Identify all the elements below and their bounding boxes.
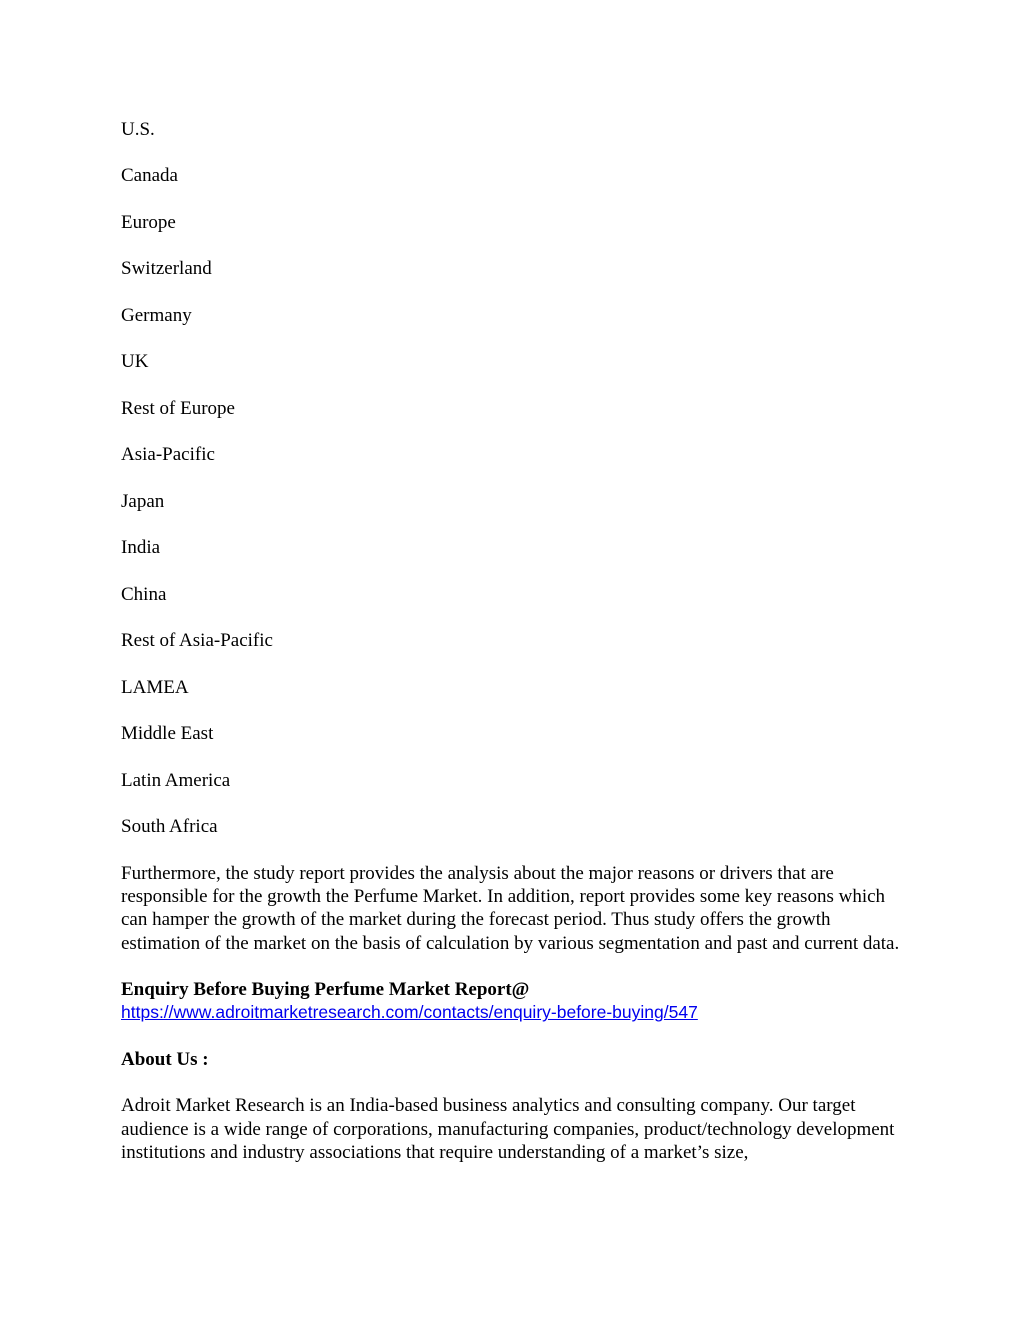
region-item: Europe [121, 211, 176, 233]
region-item: Germany [121, 304, 192, 326]
region-item: Rest of Asia-Pacific [121, 630, 273, 652]
region-item: Latin America [121, 769, 231, 791]
region-item: Japan [121, 490, 165, 512]
region-item: Switzerland [121, 258, 212, 280]
region-item: Rest of Europe [121, 397, 235, 419]
region-item: U.S. [121, 119, 155, 140]
about-heading: About Us : [121, 1048, 209, 1070]
enquiry-link[interactable]: https://www.adroitmarketresearch.com/contacts/enquiry-before-buying/547 [121, 1002, 698, 1023]
region-item: Middle East [121, 723, 214, 745]
drivers-paragraph: Furthermore, the study report provides the analysis about the major reasons or drivers that are responsible for the growth the Perfume Market. In addition, report provides some key reasons which can hamper the growth of the market during the forecast period. Thus study offers the growth estimation of the market on the basis of calculation by various segmentation and past and current data. [121, 862, 900, 954]
region-item: Asia-Pacific [121, 444, 215, 466]
region-item: South Africa [121, 816, 218, 838]
document-page [121, 118, 911, 1187]
region-item: LAMEA [121, 676, 189, 698]
region-item: China [121, 583, 167, 605]
about-paragraph: Adroit Market Research is an India-based business analytics and consulting company. Our target audience is a wide range of corporations, manufacturing companies, product/technology development institutions and industry associations that require understanding of a market’s size, [121, 1095, 895, 1163]
region-item: UK [121, 351, 149, 373]
region-item: India [121, 537, 161, 559]
region-list [121, 118, 911, 839]
enquiry-heading: Enquiry Before Buying Perfume Market Report@ [121, 979, 530, 1001]
region-item: Canada [121, 165, 178, 187]
enquiry-section [121, 978, 911, 1025]
